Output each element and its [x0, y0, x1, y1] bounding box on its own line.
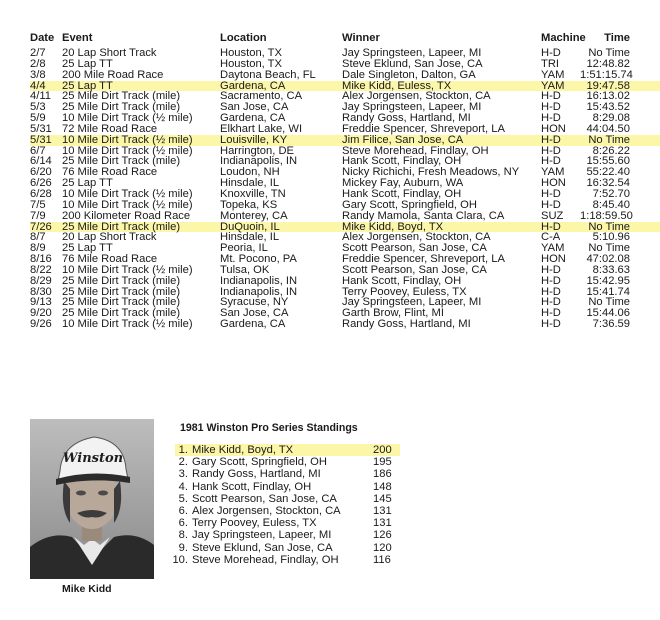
cell-time: 44:04.50: [586, 122, 630, 135]
cell-time: 16:13.02: [586, 90, 630, 103]
cell-winner: Hank Scott, Findlay, OH: [342, 274, 462, 287]
cell-date: 5/9: [30, 112, 46, 125]
cell-time: 15:41.74: [586, 285, 630, 298]
cell-machine: H-D: [541, 144, 561, 157]
cell-machine: H-D: [541, 112, 561, 125]
cell-location: Indianapolis, IN: [220, 274, 298, 287]
cell-date: 4/4: [30, 79, 46, 92]
cell-location: Houston, TX: [220, 57, 282, 70]
cell-winner: Alex Jorgensen, Stockton, CA: [342, 231, 491, 244]
cell-event: 10 Mile Dirt Track (½ mile): [62, 112, 193, 125]
cell-time: 15:44.06: [586, 307, 630, 320]
header-winner: Winner: [342, 32, 380, 44]
table-row: [30, 276, 660, 287]
cell-date: 7/9: [30, 209, 46, 222]
table-body: [30, 48, 660, 330]
cell-location: Elkhart Lake, WI: [220, 122, 303, 135]
standings-name: Mike Kidd, Boyd, TX: [192, 444, 294, 456]
cell-winner: Jay Springsteen, Lapeer, MI: [342, 47, 482, 59]
cell-time: 16:32.54: [586, 177, 630, 190]
standings-rank: 6.: [178, 517, 188, 530]
standings-name: Gary Scott, Springfield, OH: [192, 456, 327, 469]
cell-winner: Dale Singleton, Dalton, GA: [342, 68, 476, 81]
cell-event: 10 Mile Dirt Track (½ mile): [62, 144, 193, 157]
standings-points: 120: [373, 541, 392, 554]
cell-date: 6/28: [30, 187, 52, 200]
cell-machine: YAM: [541, 242, 565, 255]
cell-date: 9/13: [30, 296, 52, 309]
cell-event: 25 Mile Dirt Track (mile): [62, 220, 181, 233]
cell-machine: C-A: [541, 231, 561, 244]
cell-event: 76 Mile Road Race: [62, 166, 158, 179]
cell-machine: H-D: [541, 296, 561, 309]
standings-name: Alex Jorgensen, Stockton, CA: [192, 504, 341, 517]
cell-location: Harrington, DE: [220, 144, 294, 157]
cell-time: No Time: [588, 242, 630, 255]
standings-rank: 3.: [178, 468, 188, 481]
cell-date: 6/7: [30, 144, 46, 157]
cell-machine: YAM: [541, 68, 565, 81]
standings-points: 116: [373, 553, 391, 566]
cell-winner: Mickey Fay, Auburn, WA: [342, 177, 464, 190]
cell-machine: H-D: [541, 47, 561, 59]
cell-location: DuQuoin, IL: [220, 220, 280, 233]
cell-winner: Steve Eklund, San Jose, CA: [342, 57, 483, 70]
standings-name: Steve Morehead, Findlay, OH: [192, 553, 339, 566]
cell-event: 25 Mile Dirt Track (mile): [62, 155, 181, 168]
standings-rank: 8.: [178, 529, 188, 542]
cell-time: 1:18:59.50: [580, 209, 633, 222]
cell-date: 8/7: [30, 231, 46, 244]
table-row: [30, 211, 660, 222]
cell-date: 8/29: [30, 274, 52, 287]
table-header: [30, 32, 660, 44]
cell-date: 9/26: [30, 318, 52, 331]
cell-date: 6/26: [30, 177, 52, 190]
standings-points: 126: [373, 529, 392, 542]
header-machine: Machine: [541, 32, 586, 44]
cell-time: 1:51:15.74: [580, 68, 633, 81]
cell-event: 25 Mile Dirt Track (mile): [62, 101, 181, 114]
cell-event: 10 Mile Dirt Track (½ mile): [62, 318, 193, 331]
cell-time: 8:26.22: [592, 144, 630, 157]
standings-points: 131: [373, 517, 392, 530]
cell-machine: H-D: [541, 101, 561, 114]
cell-winner: Randy Goss, Hartland, MI: [342, 318, 471, 331]
mike-kidd-photo: [30, 419, 154, 579]
standings-name: Terry Poovey, Euless, TX: [192, 517, 317, 530]
cell-date: 4/11: [30, 90, 51, 103]
standings-points: 195: [373, 456, 392, 469]
cell-date: 7/26: [30, 220, 52, 233]
cell-time: 8:45.40: [592, 198, 630, 211]
cell-winner: Nicky Richichi, Fresh Meadows, NY: [342, 166, 520, 179]
cell-date: 5/3: [30, 101, 46, 114]
cell-date: 8/16: [30, 253, 52, 266]
cell-time: 55:22.40: [586, 166, 630, 179]
standings-points: 200: [373, 444, 392, 456]
cell-location: Loudon, NH: [220, 166, 280, 179]
cell-winner: Scott Pearson, San Jose, CA: [342, 263, 487, 276]
cell-event: 10 Mile Dirt Track (½ mile): [62, 187, 193, 200]
cell-winner: Hank Scott, Findlay, OH: [342, 155, 462, 168]
cell-machine: H-D: [541, 263, 561, 276]
table-row: [30, 70, 660, 81]
standings-row: [175, 517, 400, 529]
cell-winner: Alex Jorgensen, Stockton, CA: [342, 90, 491, 103]
cell-location: Monterey, CA: [220, 209, 288, 222]
standings-table: [172, 422, 400, 566]
standings-row: [175, 456, 400, 468]
cell-time: 15:43.52: [586, 101, 630, 114]
cell-location: Sacramento, CA: [220, 90, 303, 103]
cell-event: 20 Lap Short Track: [62, 231, 157, 244]
cell-event: 10 Mile Dirt Track (½ mile): [62, 198, 193, 211]
standings-rank: 4.: [178, 480, 188, 493]
cell-machine: H-D: [541, 187, 561, 200]
cell-event: 25 Lap TT: [62, 79, 113, 92]
cell-date: 2/7: [30, 47, 46, 59]
cell-location: Mt. Pocono, PA: [220, 253, 297, 266]
cell-machine: H-D: [541, 155, 561, 168]
cell-winner: Garth Brow, Flint, MI: [342, 307, 444, 320]
cell-winner: Randy Mamola, Santa Clara, CA: [342, 209, 505, 222]
cell-date: 5/31: [30, 133, 52, 146]
standings-row: [175, 481, 400, 493]
cell-winner: Randy Goss, Hartland, MI: [342, 112, 471, 125]
standings-row: [172, 553, 400, 566]
standings-row: [175, 505, 400, 517]
cell-time: 19:47.58: [586, 79, 630, 92]
cell-winner: Jim Filice, San Jose, CA: [342, 133, 464, 146]
cell-event: 200 Mile Road Race: [62, 68, 164, 81]
header-location: Location: [220, 32, 267, 44]
cell-date: 6/14: [30, 155, 52, 168]
cell-date: 5/31: [30, 122, 52, 135]
standings-rank: 10.: [172, 553, 188, 566]
cell-time: 47:02.08: [586, 253, 630, 266]
cell-location: Gardena, CA: [220, 318, 286, 331]
cell-location: Hinsdale, IL: [220, 231, 280, 244]
cell-event: 25 Mile Dirt Track (mile): [62, 307, 181, 320]
cell-time: No Time: [588, 133, 630, 146]
cell-location: Syracuse, NY: [220, 296, 289, 309]
cell-winner: Jay Springsteen, Lapeer, MI: [342, 296, 482, 309]
cell-date: 2/8: [30, 57, 46, 70]
cell-machine: H-D: [541, 274, 561, 287]
cell-time: No Time: [588, 296, 630, 309]
cell-location: Gardena, CA: [220, 112, 286, 125]
cell-time: No Time: [588, 220, 630, 233]
cell-machine: TRI: [541, 57, 560, 70]
standings-row: [175, 493, 400, 505]
cell-time: 7:36.59: [592, 318, 630, 331]
cell-date: 9/20: [30, 307, 52, 320]
header-date: Date: [30, 32, 55, 44]
table-row: [30, 319, 660, 330]
cell-event: 72 Mile Road Race: [62, 122, 158, 135]
standings-name: Hank Scott, Findlay, OH: [192, 480, 312, 493]
cell-machine: H-D: [541, 220, 561, 233]
cell-time: 12:48.82: [586, 57, 630, 70]
standings-points: 186: [373, 468, 392, 481]
cell-machine: HON: [541, 177, 566, 190]
cell-date: 8/9: [30, 242, 46, 255]
cell-location: San Jose, CA: [220, 307, 289, 320]
standings-points: 145: [373, 492, 392, 505]
standings-row: [175, 542, 400, 554]
cell-machine: HON: [541, 122, 566, 135]
cell-time: No Time: [588, 47, 630, 59]
standings-rank: 2.: [178, 456, 188, 469]
cell-date: 8/22: [30, 263, 52, 276]
table-row: [30, 135, 660, 146]
cell-winner: Jay Springsteen, Lapeer, MI: [342, 101, 482, 114]
cell-date: 8/30: [30, 285, 52, 298]
cell-location: Hinsdale, IL: [220, 177, 280, 190]
cell-location: Louisville, KY: [220, 133, 288, 146]
cell-winner: Mike Kidd, Euless, TX: [342, 79, 452, 92]
cell-event: 25 Mile Dirt Track (mile): [62, 90, 181, 103]
cell-location: Indianapolis, IN: [220, 155, 298, 168]
cell-machine: H-D: [541, 307, 561, 320]
standings-row: [175, 468, 400, 480]
cell-machine: HON: [541, 253, 566, 266]
cell-machine: H-D: [541, 285, 561, 298]
cell-event: 25 Mile Dirt Track (mile): [62, 274, 181, 287]
standings-points: 148: [373, 480, 392, 493]
cell-winner: Terry Poovey, Euless, TX: [342, 285, 467, 298]
cell-machine: YAM: [541, 166, 565, 179]
standings-rank: 6.: [178, 504, 188, 517]
standings-title: 1981 Winston Pro Series Standings: [180, 422, 358, 434]
cell-winner: Freddie Spencer, Shreveport, LA: [342, 253, 505, 266]
standings-name: Scott Pearson, San Jose, CA: [192, 492, 337, 505]
cell-event: 20 Lap Short Track: [62, 47, 157, 59]
cell-time: 15:42.95: [586, 274, 630, 287]
cell-time: 15:55.60: [586, 155, 630, 168]
standings-name: Steve Eklund, San Jose, CA: [192, 541, 333, 554]
standings-row: [175, 444, 400, 456]
cell-time: 8:33.63: [592, 263, 630, 276]
cell-location: Daytona Beach, FL: [220, 68, 316, 81]
cell-date: 7/5: [30, 198, 46, 211]
standings-row: [175, 529, 400, 541]
cell-location: Tulsa, OK: [220, 263, 270, 276]
cell-time: 5:10.96: [592, 231, 630, 244]
standings-name: Randy Goss, Hartland, MI: [192, 468, 321, 481]
cell-location: Topeka, KS: [220, 198, 278, 211]
cell-winner: Scott Pearson, San Jose, CA: [342, 242, 487, 255]
cell-event: 25 Lap TT: [62, 242, 113, 255]
cell-event: 25 Lap TT: [62, 177, 113, 190]
cell-event: 10 Mile Dirt Track (½ mile): [62, 263, 193, 276]
cell-machine: H-D: [541, 133, 561, 146]
cell-location: Indianapolis, IN: [220, 285, 298, 298]
cell-winner: Steve Morehead, Findlay, OH: [342, 144, 489, 157]
cell-date: 3/8: [30, 68, 46, 81]
cap-logo-text: Winston: [62, 451, 124, 466]
cell-machine: YAM: [541, 79, 565, 92]
standings-body: [172, 444, 400, 566]
cell-event: 10 Mile Dirt Track (½ mile): [62, 133, 193, 146]
cell-machine: H-D: [541, 198, 561, 211]
cell-machine: H-D: [541, 90, 561, 103]
photo-caption: Mike Kidd: [62, 583, 112, 595]
cell-event: 76 Mile Road Race: [62, 253, 158, 266]
cell-winner: Freddie Spencer, Shreveport, LA: [342, 122, 505, 135]
cell-date: 6/20: [30, 166, 52, 179]
standings-name: Jay Springsteen, Lapeer, MI: [192, 529, 332, 542]
cell-time: 7:52.70: [592, 187, 630, 200]
header-time: Time: [604, 32, 630, 44]
cell-event: 25 Mile Dirt Track (mile): [62, 296, 181, 309]
cell-location: Knoxville, TN: [220, 187, 286, 200]
cell-location: Peoria, IL: [220, 242, 268, 255]
standings-points: 131: [373, 504, 392, 517]
cell-event: 25 Mile Dirt Track (mile): [62, 285, 181, 298]
standings-rank: 1.: [178, 444, 188, 456]
cell-winner: Gary Scott, Springfield, OH: [342, 198, 477, 211]
cell-machine: H-D: [541, 318, 561, 331]
cell-time: 8:29.08: [592, 112, 630, 125]
cell-location: Houston, TX: [220, 47, 282, 59]
header-event: Event: [62, 32, 93, 44]
race-results-table: [30, 32, 660, 330]
cell-event: 200 Kilometer Road Race: [62, 209, 191, 222]
standings-rank: 9.: [178, 541, 188, 554]
cell-winner: Mike Kidd, Boyd, TX: [342, 220, 444, 233]
cell-event: 25 Lap TT: [62, 57, 113, 70]
cell-location: Gardena, CA: [220, 79, 286, 92]
cell-winner: Hank Scott, Findlay, OH: [342, 187, 462, 200]
cell-location: San Jose, CA: [220, 101, 289, 114]
cell-machine: SUZ: [541, 209, 564, 222]
standings-rank: 5.: [178, 492, 188, 505]
